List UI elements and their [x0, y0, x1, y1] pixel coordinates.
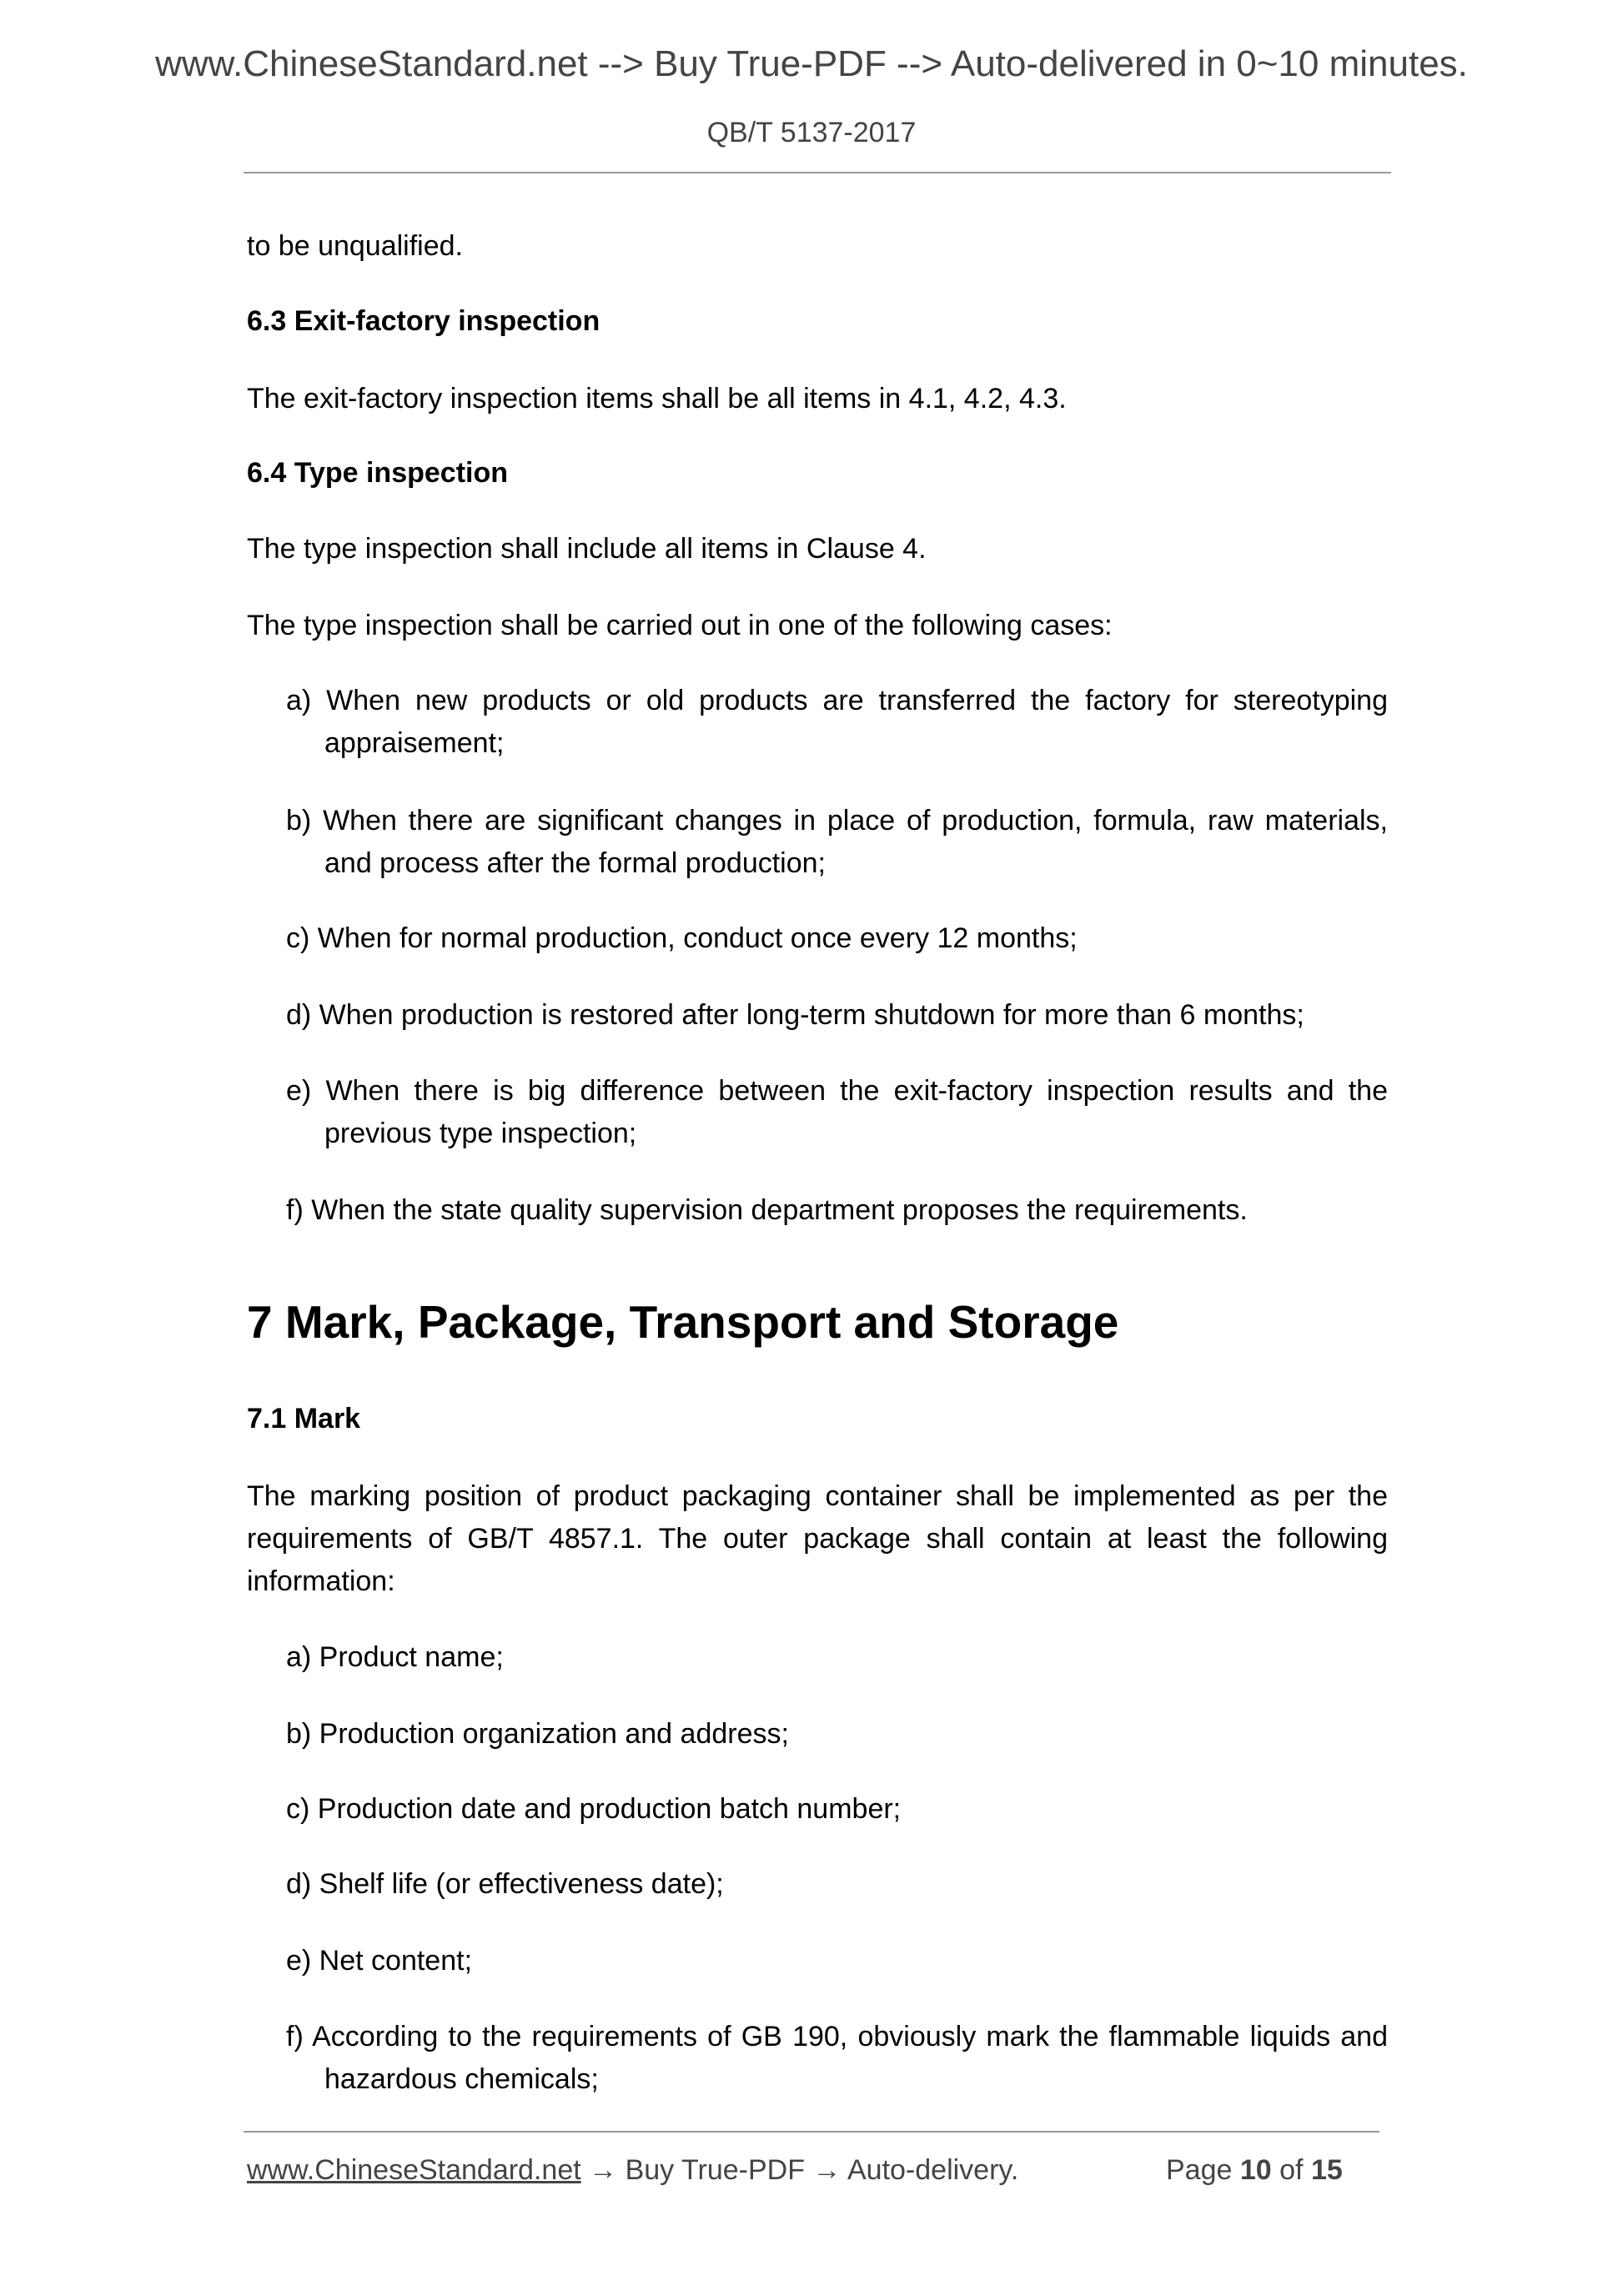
- list-item: e) When there is big difference between the exit-factory inspection results and the previous type inspection;: [286, 1075, 1388, 1149]
- header-divider: [244, 172, 1391, 173]
- section-heading: 6.4 Type inspection: [247, 457, 509, 489]
- footer-link[interactable]: www.ChineseStandard.net: [247, 2154, 581, 2186]
- footer-text: [247, 2154, 1018, 2187]
- chapter-heading: 7 Mark, Package, Transport and Storage: [247, 1296, 1119, 1348]
- footer-divider: [244, 2131, 1379, 2133]
- header-banner: www.ChineseStandard.net --> Buy True-PDF --> Auto-delivered in 0~10 minutes.: [155, 43, 1468, 84]
- page-total: 15: [1310, 2154, 1343, 2186]
- list-item: d) Shelf life (or effectiveness date);: [286, 1868, 724, 1900]
- paragraph: The type inspection shall be carried out in one of the following cases:: [247, 610, 1113, 641]
- list-item: f) When the state quality supervision department proposes the requirements.: [286, 1194, 1248, 1226]
- list-item: b) When there are significant changes in place of production, formula, raw materials, and process after the formal production;: [286, 805, 1388, 879]
- section-heading: 7.1 Mark: [247, 1403, 361, 1434]
- page-of: of: [1279, 2154, 1304, 2186]
- list-item: c) When for normal production, conduct once every 12 months;: [286, 922, 1078, 954]
- list-item: a) When new products or old products are transferred the factory for stereotyping appraisement;: [286, 685, 1388, 759]
- list-item: c) Production date and production batch number;: [286, 1793, 902, 1825]
- list-item: f) According to the requirements of GB 190, obviously mark the flammable liquids and hazardous chemicals;: [286, 2021, 1388, 2095]
- list-item: a) Product name;: [286, 1641, 504, 1673]
- paragraph: to be unqualified.: [247, 230, 463, 262]
- footer-tagline: → Buy True-PDF → Auto-delivery.: [580, 2154, 1019, 2186]
- section-heading: 6.3 Exit-factory inspection: [247, 305, 600, 337]
- page-indicator: [1166, 2154, 1343, 2187]
- paragraph: The type inspection shall include all items in Clause 4.: [247, 533, 927, 565]
- list-item: e) Net content;: [286, 1945, 473, 1977]
- list-item: b) Production organization and address;: [286, 1718, 789, 1750]
- list-item: d) When production is restored after long-term shutdown for more than 6 months;: [286, 999, 1304, 1031]
- paragraph: The exit-factory inspection items shall be all items in 4.1, 4.2, 4.3.: [247, 383, 1067, 414]
- page-number: 10: [1239, 2154, 1272, 2186]
- page-label: Page: [1166, 2154, 1233, 2186]
- document-code: QB/T 5137-2017: [706, 117, 917, 148]
- paragraph: The marking position of product packaging container shall be implemented as per the requirements of GB/T 4857.1. The outer package shall contain at least the following information:: [247, 1480, 1388, 1597]
